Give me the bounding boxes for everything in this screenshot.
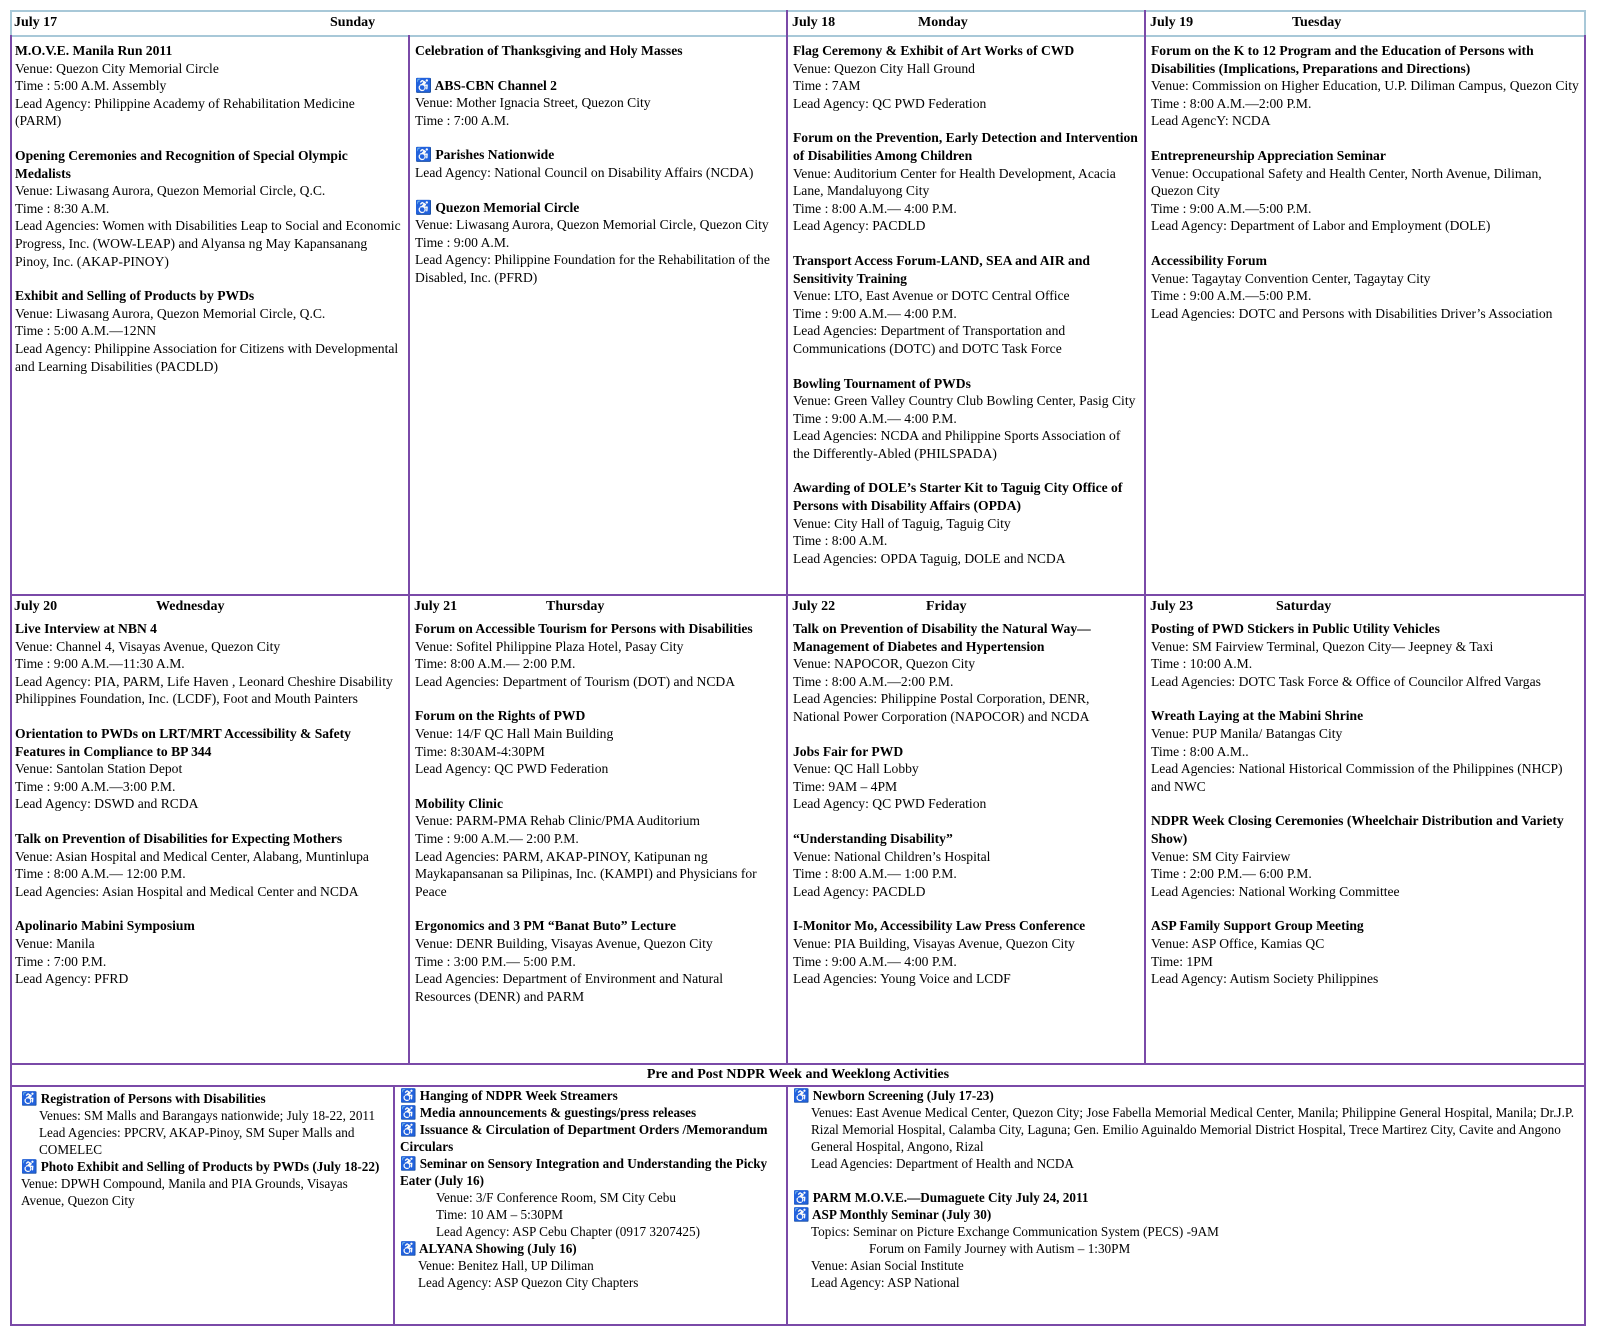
event-title: NDPR Week Closing Ceremonies (Wheelchair Distribution and Variety Show) bbox=[1151, 813, 1564, 846]
event-title: Talk on Prevention of Disabilities for Expecting Mothers bbox=[15, 830, 343, 846]
event bbox=[793, 830, 1139, 900]
event bbox=[15, 725, 403, 813]
event-title: “Understanding Disability” bbox=[793, 830, 953, 846]
activity-lead: Lead Agencies: Department of Health and NCDA bbox=[811, 1156, 1074, 1171]
event-time: Time : 9:00 A.M.—11:30 A.M. bbox=[15, 656, 185, 672]
event bbox=[415, 620, 781, 690]
activity-venue: Venues: SM Malls and Barangays nationwide; July 18-22, 2011 bbox=[39, 1108, 376, 1123]
event bbox=[1151, 42, 1579, 130]
monday-column bbox=[788, 40, 1144, 592]
event bbox=[415, 917, 781, 1005]
event-title: Forum on the K to 12 Program and the Education of Persons with Disabilities (Implications, Preparations and Directions) bbox=[1151, 43, 1534, 76]
activity-title: ♿ ALYANA Showing (July 16) bbox=[400, 1241, 577, 1256]
event-time: Time : 8:00 A.M.. bbox=[1151, 743, 1249, 759]
activity-venue: Venue: DPWH Compound, Manila and PIA Grounds, Visayas Avenue, Quezon City bbox=[21, 1176, 348, 1208]
event-lead: Lead Agency: Philippine Academy of Rehabilitation Medicine (PARM) bbox=[15, 95, 355, 129]
event-venue: Venue: City Hall of Taguig, Taguig City bbox=[793, 515, 1011, 531]
event-time: Time : 2:00 P.M.— 6:00 P.M. bbox=[1151, 866, 1312, 882]
day-name: Tuesday bbox=[1292, 15, 1342, 30]
event bbox=[15, 42, 403, 130]
event-venue: Venue: ASP Office, Kamias QC bbox=[1151, 935, 1325, 951]
event bbox=[793, 252, 1139, 358]
event-venue: Venue: PUP Manila/ Batangas City bbox=[1151, 725, 1343, 741]
event-time: Time: 9AM – 4PM bbox=[793, 778, 898, 794]
activity-lead: Lead Agency: ASP Cebu Chapter (0917 3207425) bbox=[436, 1224, 700, 1239]
day-date: July 21 bbox=[414, 599, 458, 614]
event-lead: Lead Agency: PACDLD bbox=[793, 883, 926, 899]
event-lead: Lead Agencies: OPDA Taguig, DOLE and NCDA bbox=[793, 550, 1066, 566]
activity-venue: Venue: 3/F Conference Room, SM City Cebu bbox=[436, 1190, 676, 1205]
event-time: Time: 8:30AM-4:30PM bbox=[415, 743, 545, 759]
activity-item bbox=[793, 1087, 1579, 1172]
activity-venue: Venues: East Avenue Medical Center, Quezon City; Jose Fabella Memorial Medical Center, Manila; Philippine General Hospital, Manila; Dr.J.P. Rizal Memorial Hospital, Calamba City, Laguna; Gen. Emilio Aguinaldo Memorial District Hospital, Trece Martirez City, Cavite and Angono General Hospital, Angono, Rizal bbox=[811, 1105, 1575, 1154]
event-lead: Lead Agency: QC PWD Federation bbox=[793, 796, 987, 812]
event-lead: Lead Agencies: National Historical Commission of the Philippines (NHCP) and NWC bbox=[1151, 761, 1563, 794]
event-title: Wreath Laying at the Mabini Shrine bbox=[1151, 708, 1364, 724]
saturday-column bbox=[1146, 618, 1584, 1062]
event bbox=[793, 129, 1139, 235]
event-time: Time : 5:00 A.M. Assembly bbox=[15, 78, 167, 94]
activity-title: ♿ Hanging of NDPR Week Streamers bbox=[400, 1088, 618, 1103]
activity-item bbox=[21, 1090, 388, 1158]
event-venue: Venue: National Children’s Hospital bbox=[793, 848, 991, 864]
activity-title: ♿ Seminar on Sensory Integration and Understanding the Picky Eater (July 16) bbox=[400, 1156, 768, 1188]
activity-item bbox=[400, 1240, 781, 1291]
event-title: Forum on Accessible Tourism for Persons with Disabilities bbox=[415, 621, 753, 636]
activity-venue: Venue: Asian Social Institute bbox=[811, 1258, 964, 1273]
activity-lead: Lead Agency: ASP National bbox=[811, 1275, 960, 1290]
day-date: July 19 bbox=[1150, 15, 1194, 30]
event-time: Time : 10:00 A.M. bbox=[1151, 656, 1253, 672]
event bbox=[15, 620, 403, 708]
activity-title: ♿ ASP Monthly Seminar (July 30) bbox=[793, 1207, 992, 1222]
activity-title: ♿ Registration of Persons with Disabilities bbox=[21, 1091, 266, 1106]
event-title: I-Monitor Mo, Accessibility Law Press Conference bbox=[793, 918, 1086, 934]
day-header-monday bbox=[788, 12, 1144, 34]
event-title: ♿ ABS-CBN Channel 2 bbox=[415, 77, 557, 93]
event bbox=[15, 917, 403, 987]
day-name: Friday bbox=[926, 599, 967, 614]
event-time: Time : 9:00 A.M.— 4:00 P.M. bbox=[793, 305, 957, 321]
day-date: July 18 bbox=[792, 15, 836, 30]
event-lead: Lead Agency: QC PWD Federation bbox=[415, 761, 609, 777]
event bbox=[793, 375, 1139, 463]
sunday-column-b bbox=[410, 40, 786, 592]
event-time: Time : 9:00 A.M.—5:00 P.M. bbox=[1151, 288, 1312, 304]
day-name: Saturday bbox=[1276, 599, 1332, 614]
event-venue: Venue: Asian Hospital and Medical Center, Alabang, Muntinlupa bbox=[15, 848, 369, 864]
event-venue: Venue: Commission on Higher Education, U.P. Diliman Campus, Quezon City bbox=[1151, 78, 1579, 94]
event-lead: Lead Agency: National Council on Disability Affairs (NCDA) bbox=[415, 164, 754, 180]
event-title: Opening Ceremonies and Recognition of Special Olympic Medalists bbox=[15, 147, 348, 181]
day-name: Monday bbox=[918, 15, 968, 30]
day-name: Wednesday bbox=[156, 599, 225, 614]
event-time: Time : 8:00 A.M.— 4:00 P.M. bbox=[793, 200, 957, 216]
event bbox=[1151, 252, 1579, 322]
event-lead: Lead Agencies: PARM, AKAP-PINOY, Katipunan ng Maykapansanan sa Pilipinas, Inc. (KAMPI) and Physicians for Peace bbox=[415, 848, 757, 899]
event-title: Posting of PWD Stickers in Public Utility Vehicles bbox=[1151, 621, 1440, 636]
thursday-column bbox=[410, 618, 786, 1062]
event-title: Ergonomics and 3 PM “Banat Buto” Lecture bbox=[415, 918, 677, 934]
event bbox=[1151, 620, 1579, 690]
event-time: Time: 8:00 A.M.— 2:00 P.M. bbox=[415, 656, 576, 672]
event-venue: Venue: Green Valley Country Club Bowling Center, Pasig City bbox=[793, 393, 1136, 409]
event-lead: Lead Agencies: Philippine Postal Corporation, DENR, National Power Corporation (NAPOCOR) and NCDA bbox=[793, 691, 1090, 724]
activity-item bbox=[400, 1121, 781, 1155]
activity-time: Time: 10 AM – 5:30PM bbox=[436, 1207, 564, 1222]
event-title: Flag Ceremony & Exhibit of Art Works of CWD bbox=[793, 43, 1075, 58]
event-lead: Lead Agencies: NCDA and Philippine Sports Association of the Differently-Abled (PHILSPADA) bbox=[793, 428, 1121, 461]
event-venue: Venue: Channel 4, Visayas Avenue, Quezon City bbox=[15, 638, 281, 654]
event-venue: Venue: Auditorium Center for Health Development, Acacia Lane, Mandaluyong City bbox=[793, 165, 1116, 199]
day-date: July 17 bbox=[14, 15, 58, 30]
activity-topic: Forum on Family Journey with Autism – 1:30PM bbox=[869, 1241, 1131, 1256]
event bbox=[415, 795, 781, 901]
event-time: Time : 8:00 A.M.—2:00 P.M. bbox=[793, 673, 954, 689]
event-title: ♿ Quezon Memorial Circle bbox=[415, 199, 580, 215]
event bbox=[415, 199, 781, 287]
activity-item bbox=[400, 1155, 781, 1240]
day-name: Thursday bbox=[546, 599, 605, 614]
day-header-thursday bbox=[410, 596, 786, 618]
event-time: Time : 8:00 A.M.— 1:00 P.M. bbox=[793, 866, 957, 882]
event-title: M.O.V.E. Manila Run 2011 bbox=[15, 43, 173, 58]
event-venue: Venue: SM Fairview Terminal, Quezon City— Jeepney & Taxi bbox=[1151, 638, 1494, 654]
event-venue: Venue: Occupational Safety and Health Center, North Avenue, Diliman, Quezon City bbox=[1151, 165, 1542, 199]
event-time: Time : 9:00 A.M.— 4:00 P.M. bbox=[793, 953, 957, 969]
event-lead: Lead Agency: Autism Society Philippines bbox=[1151, 971, 1379, 987]
event-time: Time : 5:00 A.M.—12NN bbox=[15, 323, 157, 339]
event-lead: Lead Agency: Philippine Foundation for the Rehabilitation of the Disabled, Inc. (PFRD) bbox=[415, 252, 770, 285]
event-venue: Venue: Mother Ignacia Street, Quezon City bbox=[415, 95, 651, 111]
event-venue: Venue: QC Hall Lobby bbox=[793, 761, 919, 777]
event-title: Exhibit and Selling of Products by PWDs bbox=[15, 288, 255, 304]
wednesday-column bbox=[10, 618, 408, 1062]
event-lead: Lead Agencies: Department of Environment and Natural Resources (DENR) and PARM bbox=[415, 971, 724, 1004]
event-venue: Venue: Liwasang Aurora, Quezon Memorial Circle, Q.C. bbox=[15, 183, 326, 199]
event-lead: Lead Agency: Department of Labor and Employment (DOLE) bbox=[1151, 218, 1491, 234]
activity-topic: Topics: Seminar on Picture Exchange Communication System (PECS) -9AM bbox=[811, 1224, 1219, 1239]
bottom-column-3 bbox=[788, 1085, 1584, 1325]
bottom-column-2 bbox=[395, 1085, 786, 1325]
event-title: ASP Family Support Group Meeting bbox=[1151, 918, 1364, 934]
activity-item bbox=[793, 1189, 1579, 1206]
event-venue: Venue: 14/F QC Hall Main Building bbox=[415, 725, 614, 741]
event bbox=[793, 743, 1139, 813]
event-venue: Venue: NAPOCOR, Quezon City bbox=[793, 656, 975, 672]
event-time: Time: 1PM bbox=[1151, 953, 1213, 969]
event-title: Awarding of DOLE’s Starter Kit to Taguig City Office of Persons with Disability Affairs (OPDA) bbox=[793, 480, 1123, 514]
event-time: Time : 9:00 A.M. bbox=[415, 234, 510, 250]
event-lead: Lead Agencies: National Working Committee bbox=[1151, 883, 1400, 899]
event-venue: Venue: LTO, East Avenue or DOTC Central Office bbox=[793, 288, 1070, 304]
event-lead: Lead Agencies: Asian Hospital and Medical Center and NCDA bbox=[15, 883, 359, 899]
event-title: Talk on Prevention of Disability the Natural Way—Management of Diabetes and Hypertension bbox=[793, 621, 1091, 654]
activity-item bbox=[21, 1158, 388, 1209]
day-header-friday bbox=[788, 596, 1144, 618]
event-time: Time : 8:00 A.M.—2:00 P.M. bbox=[1151, 95, 1312, 111]
day-name: Sunday bbox=[330, 15, 376, 30]
event-title: Mobility Clinic bbox=[415, 795, 503, 811]
day-date: July 23 bbox=[1150, 599, 1194, 614]
event-lead: Lead Agency: Philippine Association for Citizens with Developmental and Learning Disabilities (PACDLD) bbox=[15, 340, 399, 374]
event-time: Time : 8:00 A.M.— 12:00 P.M. bbox=[15, 866, 186, 882]
event bbox=[415, 77, 781, 130]
activity-item bbox=[793, 1206, 1579, 1291]
bottom-column-1 bbox=[16, 1088, 393, 1324]
event-venue: Venue: Sofitel Philippine Plaza Hotel, Pasay City bbox=[415, 638, 684, 654]
event bbox=[793, 42, 1139, 112]
activity-venue: Venue: Benitez Hall, UP Diliman bbox=[418, 1258, 594, 1273]
activity-lead: Lead Agencies: PPCRV, AKAP-Pinoy, SM Super Malls and COMELEC bbox=[39, 1125, 355, 1157]
event bbox=[415, 146, 781, 181]
event-lead: Lead Agency: PFRD bbox=[15, 971, 129, 987]
event-title: Forum on the Prevention, Early Detection and Intervention of Disabilities Among Children bbox=[793, 130, 1138, 163]
event-time: Time : 9:00 A.M.—5:00 P.M. bbox=[1151, 200, 1312, 216]
event bbox=[415, 42, 781, 60]
event-lead: Lead Agencies: Young Voice and LCDF bbox=[793, 971, 1011, 987]
frame-right bbox=[1584, 35, 1586, 1326]
activity-title: ♿ Photo Exhibit and Selling of Products by PWDs (July 18-22) bbox=[21, 1159, 380, 1174]
event bbox=[415, 707, 781, 777]
event-venue: Venue: Quezon City Memorial Circle bbox=[15, 60, 219, 76]
activity-title: ♿ PARM M.O.V.E.—Dumaguete City July 24, 2011 bbox=[793, 1190, 1089, 1205]
event-time: Time : 9:00 A.M.— 4:00 P.M. bbox=[793, 410, 957, 426]
bottom-section-title: Pre and Post NDPR Week and Weeklong Activities bbox=[646, 1067, 950, 1082]
event-time: Time : 7:00 P.M. bbox=[15, 953, 107, 969]
divider-header-1 bbox=[10, 35, 1586, 37]
event-title: Forum on the Rights of PWD bbox=[415, 708, 586, 724]
event-title: Orientation to PWDs on LRT/MRT Accessibility & Safety Features in Compliance to BP 344 bbox=[15, 725, 351, 759]
event-lead: Lead Agency: PACDLD bbox=[793, 218, 926, 234]
event-title: Transport Access Forum-LAND, SEA and AIR and Sensitivity Training bbox=[793, 252, 1090, 286]
event-lead: Lead AgencY: NCDA bbox=[1151, 113, 1271, 129]
event-title: ♿ Parishes Nationwide bbox=[415, 147, 555, 163]
event-time: Time : 8:00 A.M. bbox=[793, 533, 888, 549]
event-title: Live Interview at NBN 4 bbox=[15, 621, 157, 636]
event-venue: Venue: Liwasang Aurora, Quezon Memorial Circle, Q.C. bbox=[15, 305, 326, 321]
event-title: Celebration of Thanksgiving and Holy Masses bbox=[415, 43, 683, 58]
event-time: Time : 3:00 P.M.— 5:00 P.M. bbox=[415, 953, 576, 969]
event-lead: Lead Agency: QC PWD Federation bbox=[793, 95, 987, 111]
event bbox=[15, 147, 403, 270]
event bbox=[793, 479, 1139, 567]
event-title: Entrepreneurship Appreciation Seminar bbox=[1151, 147, 1386, 163]
event-lead: Lead Agency: DSWD and RCDA bbox=[15, 796, 199, 812]
event-title: Bowling Tournament of PWDs bbox=[793, 375, 971, 391]
event bbox=[15, 830, 403, 900]
event bbox=[1151, 147, 1579, 235]
event bbox=[15, 287, 403, 375]
event bbox=[1151, 917, 1579, 987]
activity-title: ♿ Issuance & Circulation of Department Orders /Memorandum Circulars bbox=[400, 1122, 768, 1154]
schedule-sheet bbox=[10, 10, 1586, 1326]
event-venue: Venue: DENR Building, Visayas Avenue, Quezon City bbox=[415, 935, 713, 951]
event bbox=[793, 620, 1139, 726]
event-lead: Lead Agencies: Department of Tourism (DOT) and NCDA bbox=[415, 673, 736, 689]
event-title: Accessibility Forum bbox=[1151, 252, 1267, 268]
activity-lead: Lead Agency: ASP Quezon City Chapters bbox=[418, 1275, 639, 1290]
activity-title: ♿ Newborn Screening (July 17-23) bbox=[793, 1088, 994, 1103]
event-venue: Venue: PARM-PMA Rehab Clinic/PMA Auditorium bbox=[415, 813, 700, 829]
event-lead: Lead Agencies: Department of Transportation and Communications (DOTC) and DOTC Task Force bbox=[793, 323, 1066, 356]
event-venue: Venue: Manila bbox=[15, 935, 95, 951]
activity-item bbox=[400, 1087, 781, 1104]
day-header-saturday bbox=[1146, 596, 1584, 618]
event-time: Time : 9:00 A.M.— 2:00 P.M. bbox=[415, 830, 579, 846]
event-lead: Lead Agencies: Women with Disabilities Leap to Social and Economic Progress, Inc. (WOW-LEAP) and Alyansa ng May Kapansanang Pinoy, Inc. (AKAP-PINOY) bbox=[15, 218, 401, 269]
event-title: Apolinario Mabini Symposium bbox=[15, 918, 195, 934]
event-venue: Venue: Liwasang Aurora, Quezon Memorial Circle, Quezon City bbox=[415, 217, 769, 233]
event-venue: Venue: SM City Fairview bbox=[1151, 848, 1291, 864]
sunday-column-a bbox=[10, 40, 408, 592]
tuesday-column bbox=[1146, 40, 1584, 592]
activity-title: ♿ Media announcements & guestings/press releases bbox=[400, 1105, 697, 1120]
event-title: Jobs Fair for PWD bbox=[793, 743, 904, 759]
day-date: July 22 bbox=[792, 599, 836, 614]
event-time: Time : 9:00 A.M.—3:00 P.M. bbox=[15, 778, 176, 794]
day-header-tuesday bbox=[1146, 12, 1584, 34]
event-venue: Venue: Quezon City Hall Ground bbox=[793, 60, 975, 76]
event-lead: Lead Agencies: DOTC and Persons with Disabilities Driver’s Association bbox=[1151, 305, 1553, 321]
day-header-sunday bbox=[10, 12, 786, 34]
event-venue: Venue: PIA Building, Visayas Avenue, Quezon City bbox=[793, 935, 1075, 951]
friday-column bbox=[788, 618, 1144, 1062]
event-lead: Lead Agencies: DOTC Task Force & Office of Councilor Alfred Vargas bbox=[1151, 673, 1541, 689]
day-header-wednesday bbox=[10, 596, 408, 618]
event bbox=[793, 917, 1139, 987]
event-time: Time : 7AM bbox=[793, 78, 861, 94]
event-venue: Venue: Santolan Station Depot bbox=[15, 761, 183, 777]
event-venue: Venue: Tagaytay Convention Center, Tagaytay City bbox=[1151, 270, 1431, 286]
event bbox=[1151, 812, 1579, 900]
event-time: Time : 8:30 A.M. bbox=[15, 200, 110, 216]
event bbox=[1151, 707, 1579, 795]
activity-item bbox=[400, 1104, 781, 1121]
event-time: Time : 7:00 A.M. bbox=[415, 112, 510, 128]
day-date: July 20 bbox=[14, 599, 58, 614]
event-lead: Lead Agency: PIA, PARM, Life Haven , Leonard Cheshire Disability Philippines Foundation, Inc. (LCDF), Foot and Mouth Painters bbox=[15, 673, 393, 707]
